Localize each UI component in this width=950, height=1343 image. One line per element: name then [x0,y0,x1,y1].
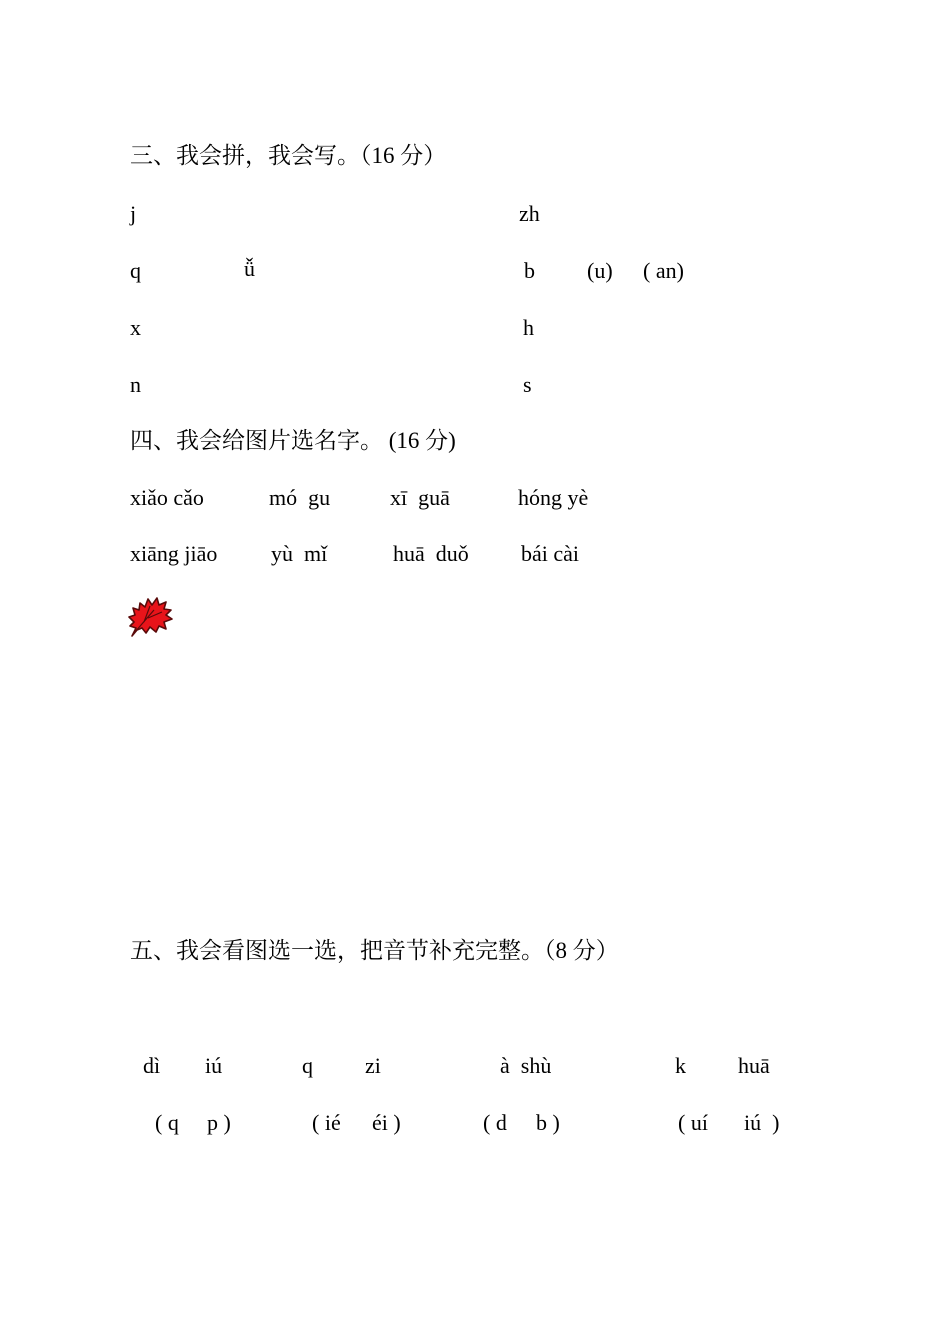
pinyin-yu-mi: yù mǐ [271,541,328,566]
syllable-a-shu: à shù [500,1053,552,1078]
initial-h: h [523,315,534,340]
maple-leaf-image [126,592,174,638]
syllable-di: dì [143,1053,161,1078]
syllable-zi: zi [365,1053,381,1078]
pinyin-xi-gua: xī guā [390,485,450,510]
initial-zh: zh [519,201,540,226]
choice-p: p ) [207,1110,231,1135]
syllable-k: k [675,1053,686,1078]
section5-title: 五、我会看图选一选，把音节补充完整。（8 分） [130,938,619,963]
pinyin-hua-duo: huā duǒ [393,541,469,566]
initial-j: j [130,201,137,226]
pinyin-xiao-cao: xiǎo cǎo [130,485,204,510]
syllable-q: q [302,1053,313,1078]
section4-title: 四、我会给图片选名字。 (16 分) [130,428,456,453]
final-option-u: (u) [587,258,613,283]
choice-ei: éi ) [372,1110,401,1135]
pinyin-bai-cai: bái cài [521,541,580,566]
syllable-hua: huā [738,1053,770,1078]
choice-b: b ) [536,1110,560,1135]
choice-ui: ( uí [678,1110,708,1135]
choice-d: ( d [483,1110,507,1135]
choice-ie: ( ié [312,1110,341,1135]
pinyin-mo-gu: mó gu [269,485,331,510]
choice-iu: iú ) [744,1110,780,1135]
choice-q: ( q [155,1110,179,1135]
initial-x: x [130,315,141,340]
syllable-iu: iú [205,1053,223,1078]
initial-b: b [524,258,535,283]
section3-title: 三、我会拼，我会写。（16 分） [130,143,447,168]
pinyin-hong-ye: hóng yè [518,485,589,510]
initial-q: q [130,258,141,283]
initial-s: s [523,372,532,397]
final-u-umlaut: ǚ [244,256,255,281]
final-option-an: ( an) [643,258,684,283]
pinyin-xiang-jiao: xiāng jiāo [130,541,218,566]
initial-n: n [130,372,141,397]
